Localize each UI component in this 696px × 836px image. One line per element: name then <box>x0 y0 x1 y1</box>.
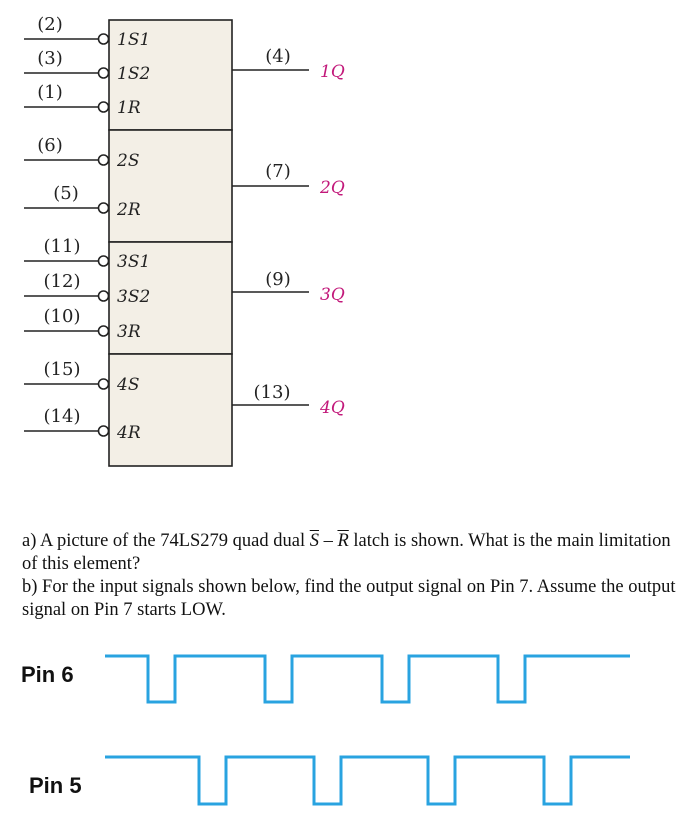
output-3q <box>232 269 345 305</box>
pin-number: (10) <box>43 306 81 327</box>
input-label: 2S <box>117 151 140 171</box>
pin-number: (13) <box>253 382 291 403</box>
input-label: 2R <box>117 200 141 220</box>
output-label: 1Q <box>320 62 345 82</box>
pin-number: (5) <box>53 183 79 204</box>
input-label: 1S1 <box>117 30 151 50</box>
s-bar: $\overline{S}$ <box>309 531 319 551</box>
latch-box-2 <box>109 130 232 242</box>
question-a-dash: – <box>318 531 338 551</box>
question-a <box>22 530 687 576</box>
pin6-label: Pin 6 <box>21 662 74 687</box>
input-label: 1R <box>117 98 141 118</box>
input-label: 4R <box>117 423 141 443</box>
output-label: 3Q <box>320 285 345 305</box>
output-label: 4Q <box>320 398 345 418</box>
input-label: 3S2 <box>117 287 151 307</box>
question-text <box>22 530 687 622</box>
waveforms <box>0 640 696 830</box>
pin-number: (7) <box>265 161 291 182</box>
pin-number: (2) <box>37 14 63 35</box>
pin5-label: Pin 5 <box>29 773 82 798</box>
pin-number: (3) <box>37 48 63 69</box>
output-label: 2Q <box>320 178 345 198</box>
pin-number: (15) <box>43 359 81 380</box>
output-4q <box>232 382 345 418</box>
pin-number: (11) <box>43 236 81 257</box>
input-label: 1S2 <box>117 64 151 84</box>
pin-number: (4) <box>265 46 291 67</box>
question-a-prefix: a) A picture of the 74LS279 quad dual <box>22 531 310 551</box>
pin-number: (9) <box>265 269 291 290</box>
question-a-suffix: latch is shown. What is the main limitation of this element? <box>22 531 671 574</box>
r-bar: $\overline{R}$ <box>337 531 349 551</box>
pin-number: (12) <box>43 271 81 292</box>
pin-number: (1) <box>37 82 63 103</box>
input-label: 4S <box>117 375 140 395</box>
pin6-waveform <box>105 656 630 702</box>
input-label: 3S1 <box>117 252 151 272</box>
output-1q <box>232 46 345 82</box>
output-2q <box>232 161 345 198</box>
latch-box-4 <box>109 354 232 466</box>
pin5-waveform <box>105 757 630 804</box>
pin-number: (6) <box>37 135 63 156</box>
input-label: 3R <box>117 322 141 342</box>
question-b: b) For the input signals shown below, find the output signal on Pin 7. Assume the output signal on Pin 7 starts LOW. <box>22 577 676 620</box>
pin-number: (14) <box>43 406 81 427</box>
